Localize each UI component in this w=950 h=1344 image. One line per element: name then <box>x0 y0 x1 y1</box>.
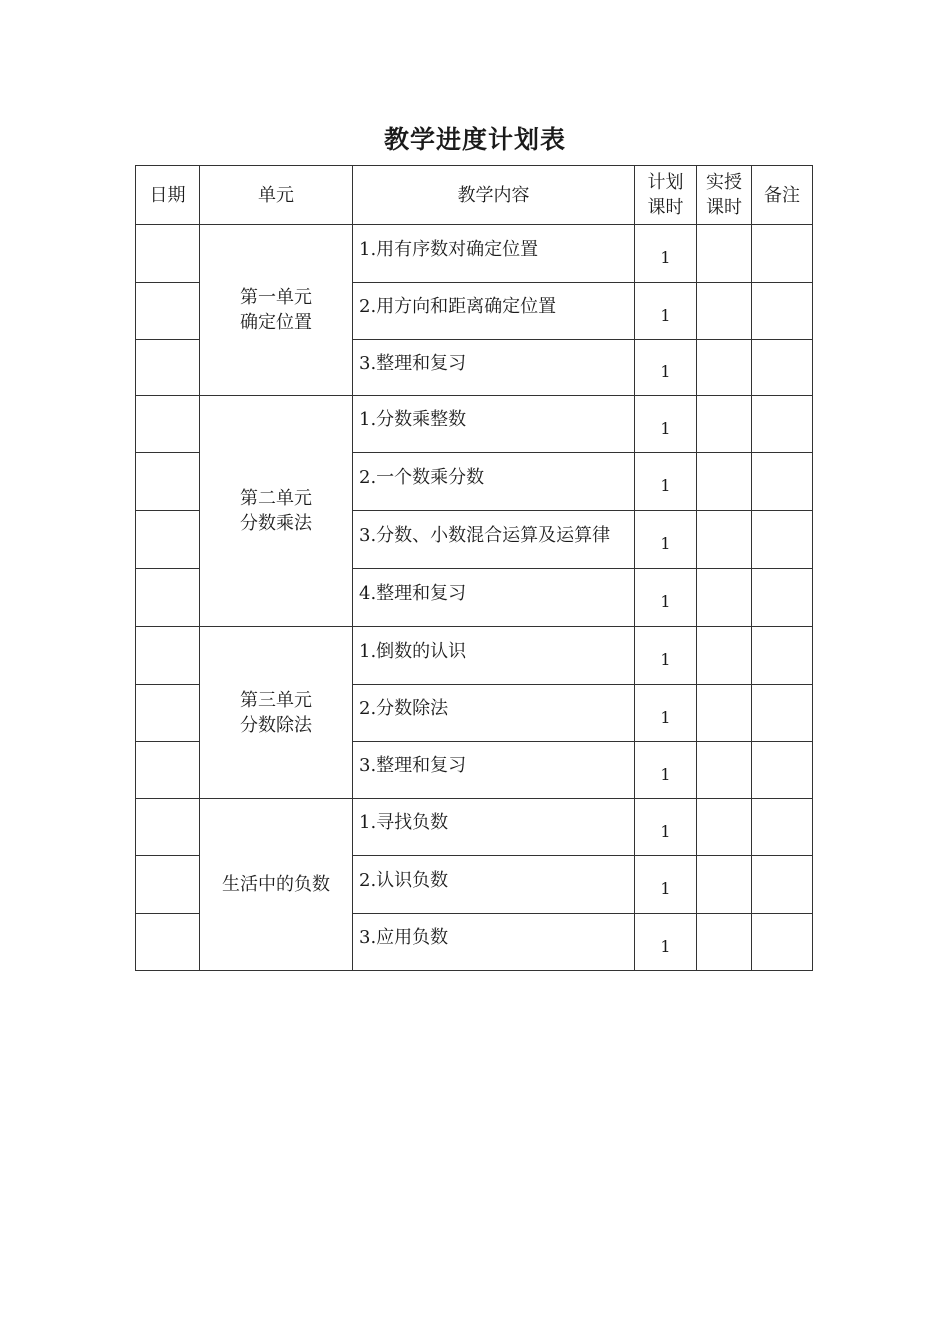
planned-hours-value: 1 <box>660 418 671 438</box>
lesson-content-cell <box>353 742 635 799</box>
lesson-content-cell <box>353 453 635 511</box>
date-cell <box>136 799 200 856</box>
lesson-content: 3.整理和复习 <box>359 352 467 374</box>
lesson-content: 1.寻找负数 <box>359 812 449 833</box>
notes-cell <box>752 627 813 685</box>
header-actual-line2: 课时 <box>706 197 742 218</box>
actual-hours-cell <box>697 627 752 685</box>
planned-hours-value: 1 <box>660 707 671 727</box>
date-cell <box>136 453 200 511</box>
notes-cell <box>752 511 813 569</box>
actual-hours-cell <box>697 511 752 569</box>
planned-hours-value: 1 <box>660 936 671 956</box>
notes-cell <box>752 569 813 627</box>
unit-cell <box>200 396 353 627</box>
planned-hours-value: 1 <box>660 821 671 841</box>
planned-hours-cell <box>635 453 697 511</box>
lesson-content-cell <box>353 340 635 396</box>
notes-cell <box>752 453 813 511</box>
date-cell <box>136 225 200 283</box>
planned-hours-cell <box>635 627 697 685</box>
planned-hours-value: 1 <box>660 650 671 669</box>
planned-hours-value: 1 <box>660 534 671 553</box>
planned-hours-cell <box>635 283 697 340</box>
schedule-table <box>135 165 813 971</box>
planned-hours-value: 1 <box>660 764 671 784</box>
table-row <box>136 627 813 685</box>
actual-hours-cell <box>697 396 752 453</box>
lesson-content-cell <box>353 914 635 971</box>
header-row <box>136 166 813 225</box>
notes-cell <box>752 685 813 742</box>
unit-cell <box>200 627 353 799</box>
unit-name-line1: 第三单元 <box>240 689 312 711</box>
notes-cell <box>752 856 813 914</box>
header-content: 教学内容 <box>353 166 635 225</box>
unit-name-line2: 确定位置 <box>240 312 312 333</box>
planned-hours-value: 1 <box>660 248 671 267</box>
actual-hours-cell <box>697 283 752 340</box>
actual-hours-cell <box>697 742 752 799</box>
lesson-content: 2.认识负数 <box>359 869 449 891</box>
unit-name-line2: 分数乘法 <box>240 513 312 534</box>
lesson-content-cell <box>353 799 635 856</box>
planned-hours-cell <box>635 396 697 453</box>
unit-cell <box>200 799 353 971</box>
date-cell <box>136 569 200 627</box>
header-planned-hours <box>635 166 697 225</box>
notes-cell <box>752 340 813 396</box>
lesson-content: 3.整理和复习 <box>359 755 467 776</box>
date-cell <box>136 685 200 742</box>
planned-hours-cell <box>635 685 697 742</box>
planned-hours-value: 1 <box>660 879 671 898</box>
unit-cell <box>200 225 353 396</box>
planned-hours-value: 1 <box>660 476 671 495</box>
date-cell <box>136 627 200 685</box>
table-body <box>136 225 813 971</box>
lesson-content: 2.用方向和距离确定位置 <box>359 296 557 317</box>
lesson-content-cell <box>353 627 635 685</box>
unit-name-line1: 第一单元 <box>240 287 312 308</box>
unit-name-line1: 第二单元 <box>240 488 312 509</box>
actual-hours-cell <box>697 799 752 856</box>
planned-hours-cell <box>635 799 697 856</box>
page-title: 教学进度计划表 <box>383 125 566 154</box>
actual-hours-cell <box>697 453 752 511</box>
header-date: 日期 <box>136 166 200 225</box>
lesson-content: 1.分数乘整数 <box>359 409 467 430</box>
notes-cell <box>752 225 813 283</box>
actual-hours-cell <box>697 225 752 283</box>
lesson-content: 2.分数除法 <box>359 698 449 719</box>
planned-hours-cell <box>635 340 697 396</box>
header-planned-line2: 课时 <box>647 197 684 218</box>
lesson-content-cell <box>353 856 635 914</box>
planned-hours-cell <box>635 225 697 283</box>
notes-cell <box>752 799 813 856</box>
planned-hours-cell <box>635 511 697 569</box>
actual-hours-cell <box>697 914 752 971</box>
header-notes: 备注 <box>752 166 813 225</box>
actual-hours-cell <box>697 569 752 627</box>
lesson-content-cell <box>353 569 635 627</box>
planned-hours-value: 1 <box>660 305 671 325</box>
lesson-content-cell <box>353 225 635 283</box>
actual-hours-cell <box>697 685 752 742</box>
table-row <box>136 396 813 453</box>
table-row <box>136 799 813 856</box>
lesson-content: 4.整理和复习 <box>359 582 467 604</box>
lesson-content: 3.分数、小数混合运算及运算律 <box>359 524 611 546</box>
planned-hours-cell <box>635 914 697 971</box>
planned-hours-cell <box>635 569 697 627</box>
lesson-content: 1.用有序数对确定位置 <box>359 238 539 260</box>
lesson-content-cell <box>353 685 635 742</box>
table-row <box>136 225 813 283</box>
lesson-content-cell <box>353 511 635 569</box>
header-unit: 单元 <box>200 166 353 225</box>
notes-cell <box>752 742 813 799</box>
notes-cell <box>752 396 813 453</box>
planned-hours-cell <box>635 856 697 914</box>
date-cell <box>136 742 200 799</box>
planned-hours-value: 1 <box>660 362 671 381</box>
header-actual-hours <box>697 166 752 225</box>
header-actual-line1: 实授 <box>706 172 742 193</box>
header-planned-line1: 计划 <box>647 172 684 193</box>
date-cell <box>136 511 200 569</box>
date-cell <box>136 396 200 453</box>
lesson-content-cell <box>353 283 635 340</box>
date-cell <box>136 283 200 340</box>
unit-name-line2: 分数除法 <box>240 714 312 736</box>
lesson-content: 1.倒数的认识 <box>359 640 467 662</box>
date-cell <box>136 856 200 914</box>
lesson-content-cell <box>353 396 635 453</box>
date-cell <box>136 914 200 971</box>
date-cell <box>136 340 200 396</box>
planned-hours-cell <box>635 742 697 799</box>
planned-hours-value: 1 <box>660 592 671 611</box>
actual-hours-cell <box>697 340 752 396</box>
unit-name-line1: 生活中的负数 <box>222 874 330 895</box>
actual-hours-cell <box>697 856 752 914</box>
notes-cell <box>752 914 813 971</box>
lesson-content: 2.一个数乘分数 <box>359 466 485 488</box>
lesson-content: 3.应用负数 <box>359 927 449 948</box>
notes-cell <box>752 283 813 340</box>
